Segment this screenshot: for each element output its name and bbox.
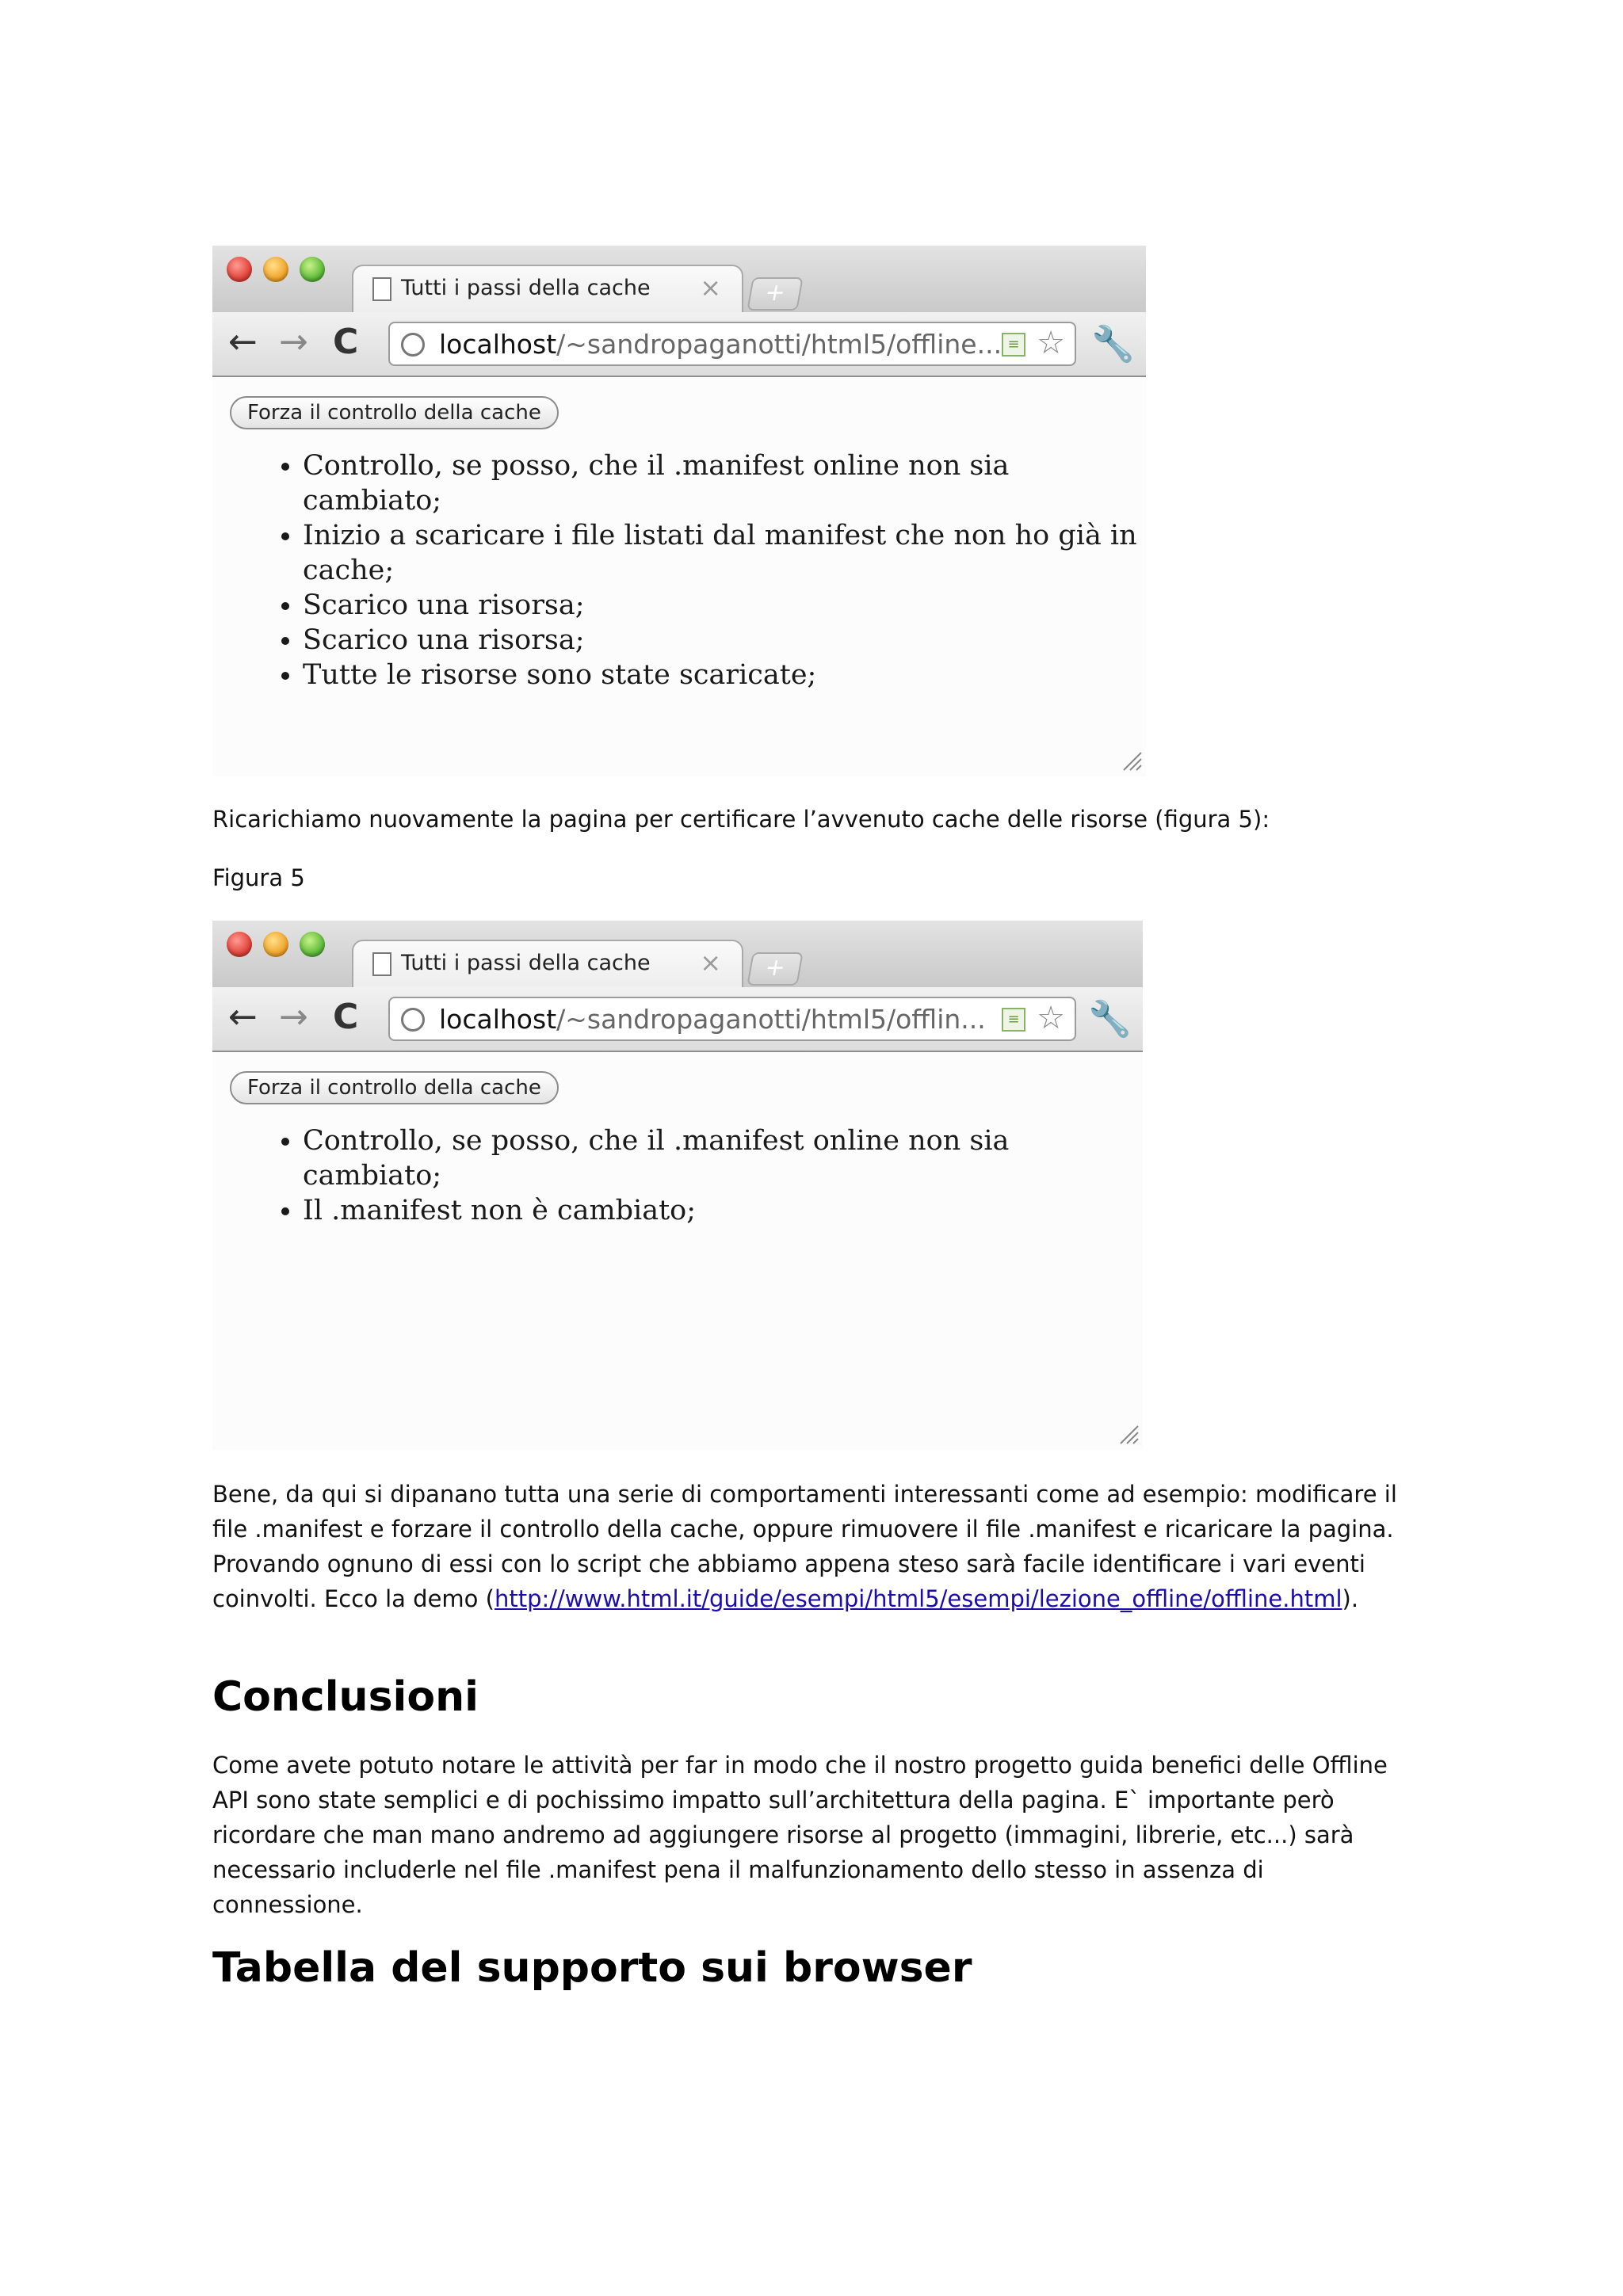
paragraph-bene: Bene, da qui si dipanano tutta una serie di comportamenti interessanti come ad esempio: modificare il file .manifest e forzare il controllo della cache, oppure rimuovere il file .manifest e ricaricare la pagina. Provando ognuno di essi con lo script che abbiamo appena steso sarà facile identificare i vari eventi coinvolti. Ecco la demo (http://www.html.it/guide/esempi/html5/esempi/lezione_offline/offline.html). [212,1481,1397,1612]
document-icon [372,952,391,976]
address-bar [388,997,1076,1041]
page-feed-icon: ≡ [1002,1008,1025,1032]
heading-tabella-supporto: Tabella del supporto sui browser [212,1944,972,1992]
figure-caption: Figura 5 [212,864,305,891]
list-item: • Inizio a scaricare i file listati dal manifest che non ho già in cache; [303,518,1146,588]
close-tab-icon: × [700,273,721,303]
star-icon: ☆ [1037,325,1065,361]
back-arrow-icon: ← [228,997,258,1037]
minimize-window-icon [263,257,288,282]
tab-title: Tutti i passi della cache [401,276,651,300]
browser-titlebar [212,246,1146,312]
new-tab-icon: + [747,952,803,986]
browser-content [212,377,1146,776]
browser-screenshot-2 [212,921,1143,1450]
wrench-icon: 🔧 [1088,999,1132,1039]
wrench-icon: 🔧 [1091,324,1135,364]
close-window-icon [227,932,252,957]
page-feed-icon: ≡ [1002,333,1025,357]
globe-icon [401,1008,425,1032]
close-window-icon [227,257,252,282]
forward-arrow-icon: → [279,322,308,362]
globe-icon [401,333,425,357]
browser-toolbar [212,987,1143,1052]
browser-screenshot-1 [212,246,1146,776]
browser-content [212,1052,1143,1450]
event-log-list [252,1123,1143,1228]
demo-link[interactable]: http://www.html.it/guide/esempi/html5/esempi/lezione_offline/offline.html [494,1585,1342,1612]
list-item: • Il .manifest non è cambiato; [303,1193,1143,1228]
url-text: localhost/~sandropaganotti/html5/offlin... [439,1004,986,1035]
window-controls [227,932,325,957]
close-tab-icon: × [700,948,721,978]
address-bar [388,322,1076,366]
url-text: localhost/~sandropaganotti/html5/offline... [439,329,1002,360]
paragraph-reload: Ricarichiamo nuovamente la pagina per certificare l’avvenuto cache delle risorse (figura 5): [212,806,1270,833]
tab-title: Tutti i passi della cache [401,951,651,975]
list-item: • Controllo, se posso, che il .manifest online non sia cambiato; [303,448,1146,518]
zoom-window-icon [300,257,325,282]
resize-grip-icon [1119,748,1143,772]
reload-icon: C [333,997,359,1037]
browser-tab [352,265,743,314]
new-tab-icon: + [747,277,803,311]
star-icon: ☆ [1037,1000,1065,1036]
back-arrow-icon: ← [228,322,258,362]
minimize-window-icon [263,932,288,957]
list-item: • Scarico una risorsa; [303,588,1146,623]
window-controls [227,257,325,282]
event-log-list [252,448,1146,692]
zoom-window-icon [300,932,325,957]
force-cache-check-button: Forza il controllo della cache [230,1071,559,1104]
list-item: • Tutte le risorse sono state scaricate; [303,658,1146,692]
forward-arrow-icon: → [279,997,308,1037]
list-item: • Controllo, se posso, che il .manifest online non sia cambiato; [303,1123,1143,1193]
list-item: • Scarico una risorsa; [303,623,1146,658]
browser-titlebar [212,921,1143,987]
resize-grip-icon [1116,1421,1140,1445]
reload-icon: C [333,322,359,362]
document-icon [372,277,391,301]
force-cache-check-button: Forza il controllo della cache [230,396,559,429]
paragraph-conclusioni: Come avete potuto notare le attività per far in modo che il nostro progetto guida benefici delle Offline API sono state semplici e di pochissimo impatto sull’architettura della pagina. E` importante però ricordare che man mano andremo ad aggiungere risorse al progetto (immagini, librerie, etc...) sarà necessario includerle nel file .manifest pena il malfunzionamento dello stesso in assenza di connessione. [212,1752,1388,1918]
browser-tab [352,940,743,989]
heading-conclusioni: Conclusioni [212,1673,479,1721]
browser-toolbar [212,312,1146,377]
